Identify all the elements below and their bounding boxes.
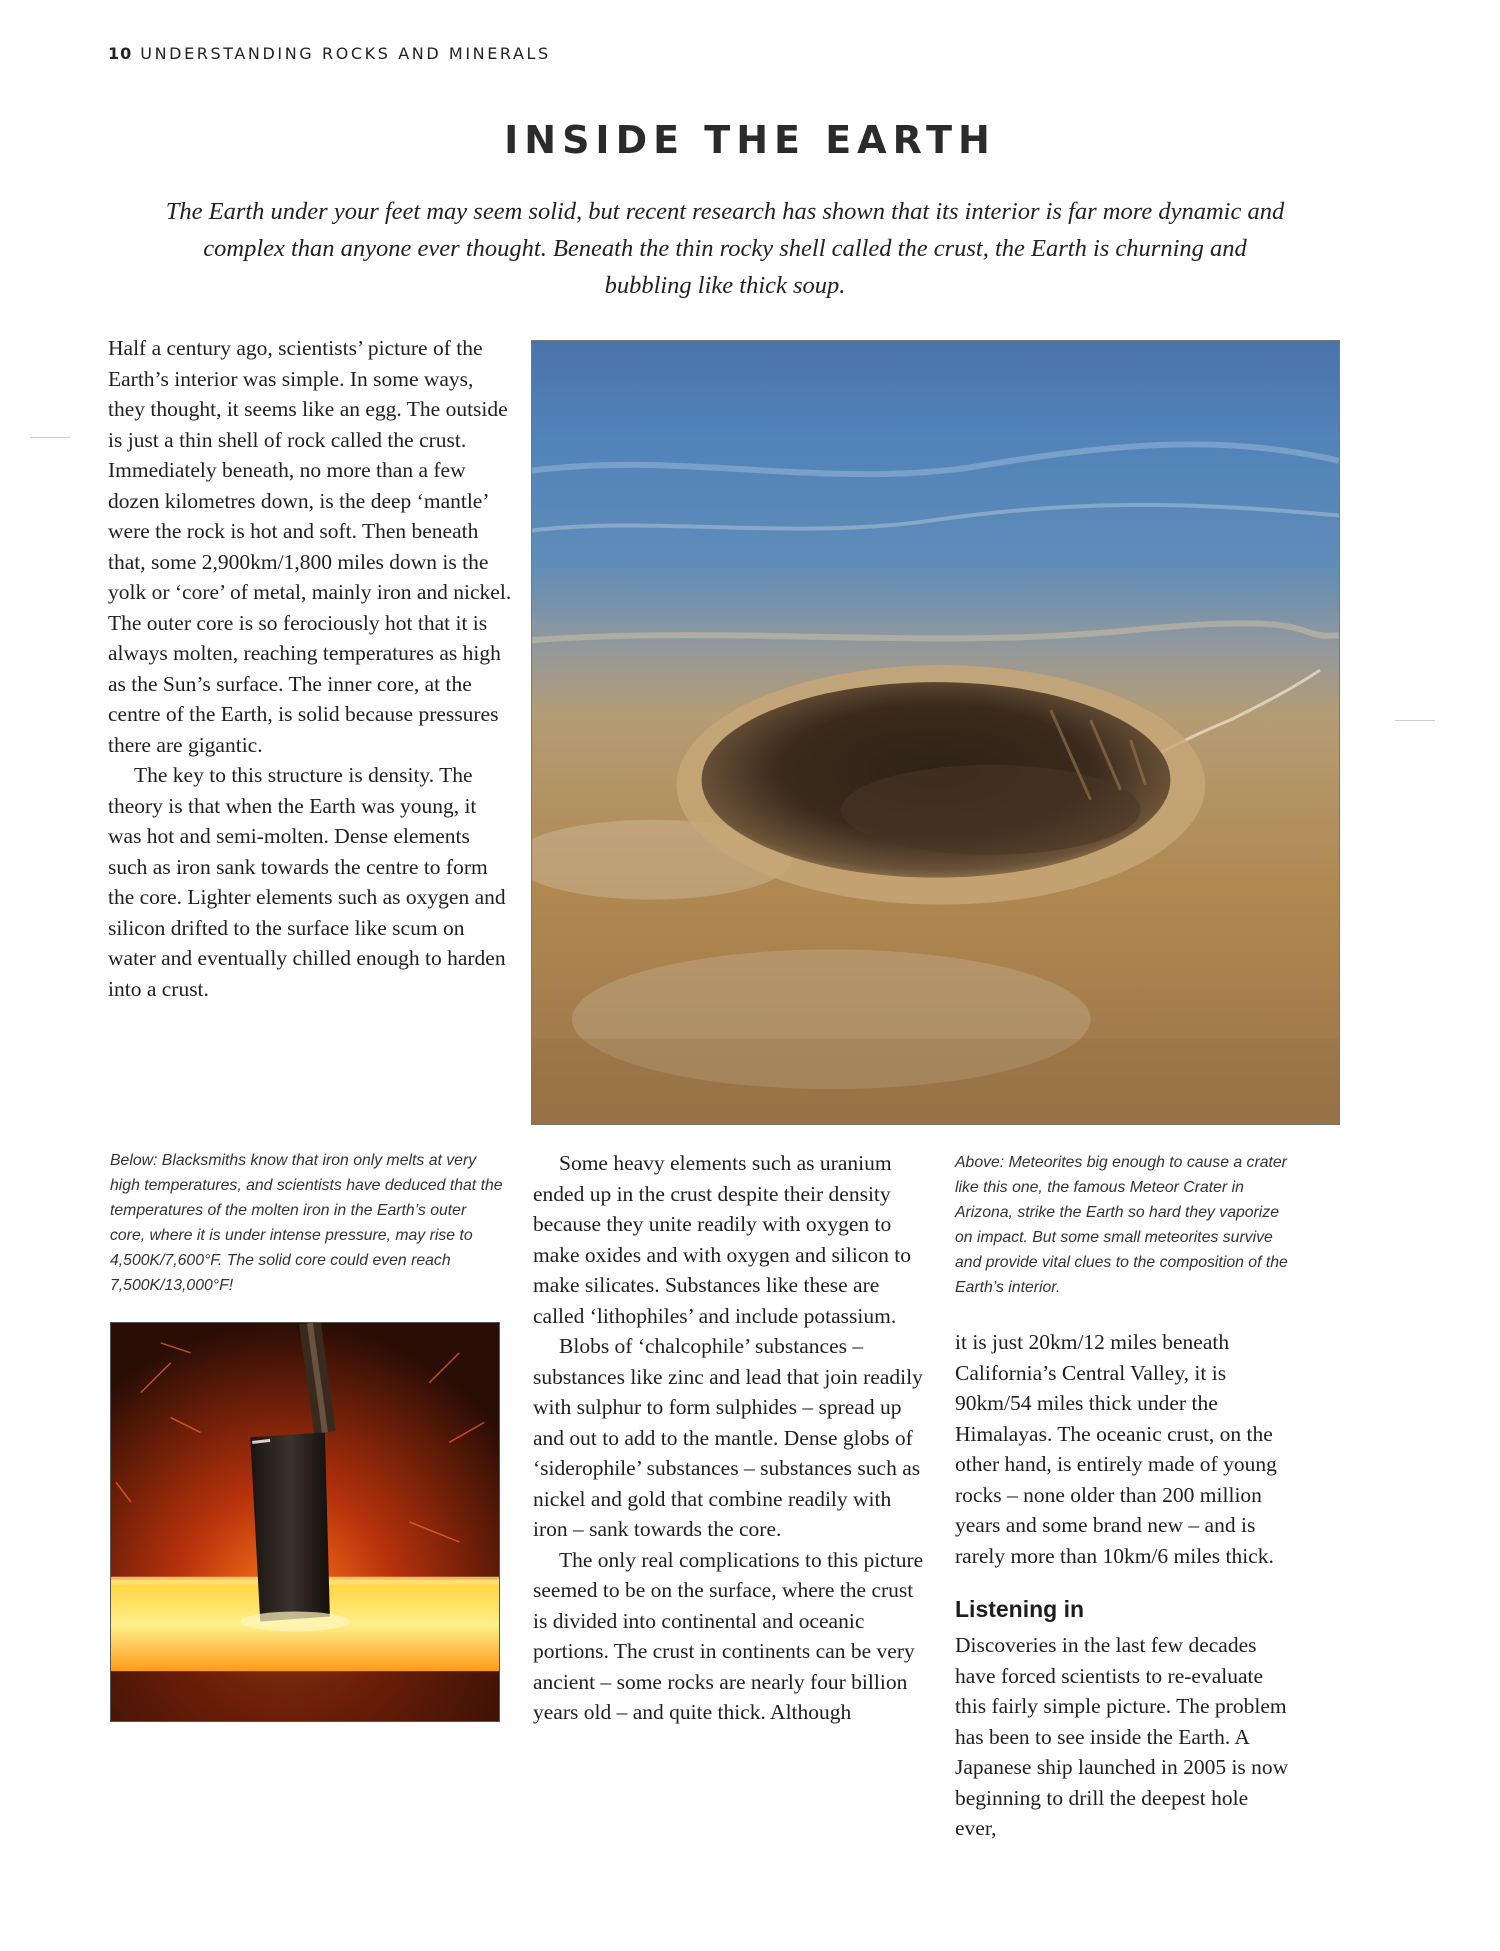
middle-column [533, 1148, 928, 1728]
body-paragraph: Some heavy elements such as uranium ended up in the crust despite their density because they unite readily with oxygen to make oxides and with oxygen and silicon to make silicates. Substances like these are called ‘lithophiles’ and include potassium. [533, 1151, 911, 1328]
meteor-crater-illustration [532, 341, 1339, 1124]
page-title: INSIDE THE EARTH [504, 118, 996, 162]
body-paragraph: Blobs of ‘chalcophile’ substances – substances like zinc and lead that join readily with sulphur to form sulphides – spread up and out to add to the mantle. Dense globs of ‘siderophile’ substances – substances such as nickel and gold that combine readily with iron – sank towards the core. [533, 1334, 923, 1541]
meteor-crater-photo [531, 340, 1340, 1125]
blacksmith-forge-photo [110, 1322, 500, 1722]
listening-in-section [955, 1630, 1295, 1844]
forge-illustration [111, 1323, 499, 1721]
section-title: UNDERSTANDING ROCKS AND MINERALS [140, 44, 551, 63]
blacksmith-caption: Below: Blacksmiths know that iron only melts at very high temperatures, and scientists have deduced that the temperatures of the molten iron in the Earth’s outer core, where it is under intense pressure, may rise to 4,500K/7,600°F. The solid core could even reach 7,500K/13,000°F! [110, 1152, 503, 1294]
body-paragraph: The key to this structure is density. The theory is that when the Earth was young, it was hot and semi-molten. Dense elements such as iron sank towards the centre to form the core. Lighter elements such as oxygen and silicon drifted to the surface like scum on water and eventually chilled enough to harden into a crust. [108, 763, 506, 1001]
body-paragraph: Discoveries in the last few decades have forced scientists to re-evaluate this fairly simple picture. The problem has been to see inside the Earth. A Japanese ship launched in 2005 is now beginning to drill the deepest hole ever, [955, 1633, 1289, 1840]
margin-mark [1395, 720, 1435, 721]
margin-mark [30, 437, 70, 438]
body-paragraph: it is just 20km/12 miles beneath California’s Central Valley, it is 90km/54 miles thick under the Himalayas. The oceanic crust, on the other hand, is entirely made of young rocks – none older than 200 million years and some brand new – and is rarely more than 10km/6 miles thick. [955, 1330, 1277, 1568]
right-column-continued [955, 1327, 1295, 1571]
left-column [108, 333, 513, 1004]
intro-paragraph: The Earth under your feet may seem solid, but recent research has shown that its interior is far more dynamic and complex than anyone ever thought. Beneath the thin rocky shell called the crust, the Earth is churning and bubbling like thick soup. [165, 198, 1285, 299]
body-paragraph: The only real complications to this picture seemed to be on the surface, where the crust is divided into continental and oceanic portions. The crust in continents can be very ancient – some rocks are nearly four billion years old – and quite thick. Although [533, 1547, 924, 1724]
body-paragraph: Half a century ago, scientists’ picture of the Earth’s interior was simple. In some ways, they thought, it seems like an egg. The outside is just a thin shell of rock called the crust. Immediately beneath, no more than a few dozen kilometres down, is the deep ‘mantle’ were the rock is hot and soft. Then beneath that, some 2,900km/1,800 miles down is the yolk or ‘core’ of metal, mainly iron and nickel. The outer core is so ferociously hot that it is always molten, reaching temperatures as high as the Sun’s surface. The inner core, at the centre of the Earth, is solid because pressures there are gigantic. [108, 336, 512, 757]
subheading-listening-in: Listening in [955, 1596, 1085, 1622]
running-head [108, 44, 551, 63]
meteor-crater-caption: Above: Meteorites big enough to cause a crater like this one, the famous Meteor Crater in Arizona, strike the Earth so hard they vaporize on impact. But some small meteorites survive and provide vital clues to the composition of the Earth’s interior. [955, 1154, 1288, 1296]
page-number: 10 [108, 44, 133, 63]
